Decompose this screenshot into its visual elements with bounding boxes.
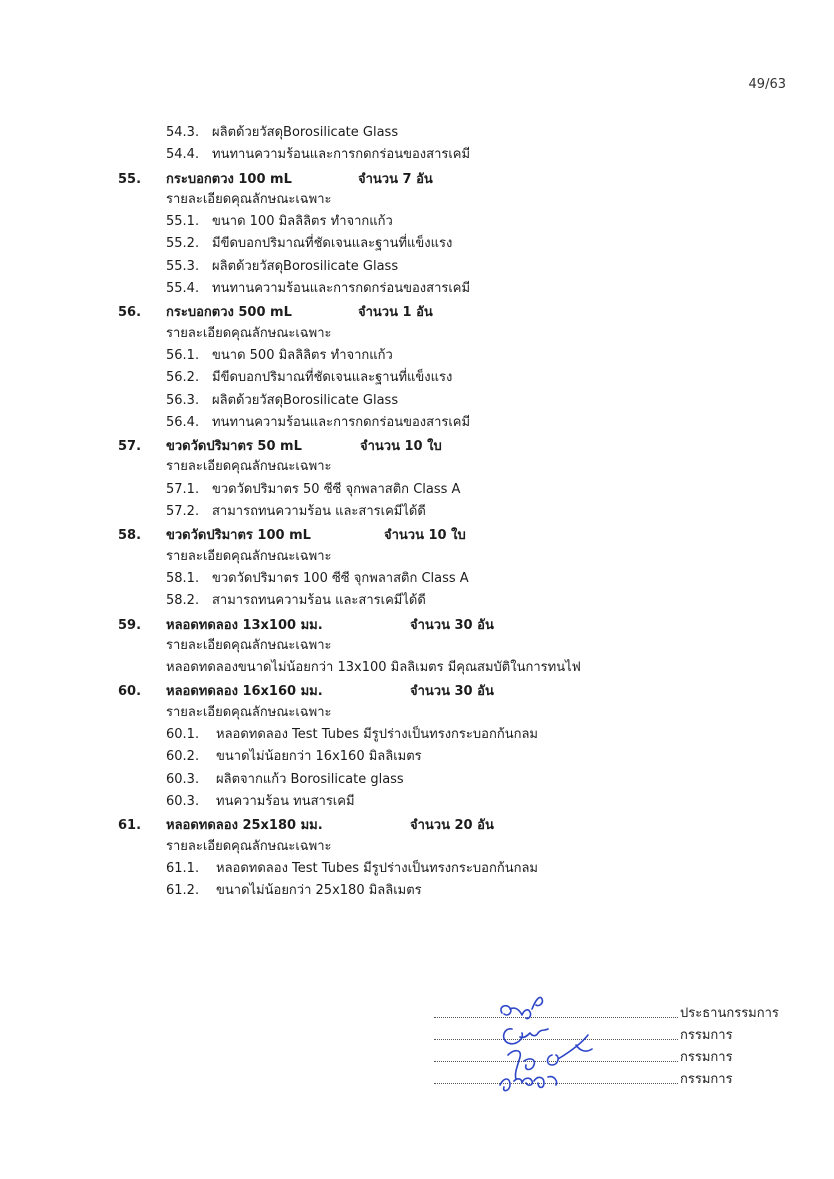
spec-number: 61.1. <box>166 860 200 876</box>
spec-number: 60.3. <box>166 793 200 809</box>
page-number: 49/63 <box>748 77 786 92</box>
spec-heading-line <box>0 546 834 568</box>
spec-line <box>0 746 834 768</box>
spec-text: ขนาดไม่น้อยกว่า 16x160 มิลลิเมตร <box>216 749 422 765</box>
spec-text: ทนความร้อน ทนสารเคมี <box>216 793 355 809</box>
spec-heading-line <box>0 456 834 478</box>
spec-line <box>0 345 834 367</box>
item-name: กระบอกตวง 100 mL <box>166 171 292 187</box>
signature-2 <box>504 1029 548 1044</box>
spec-title: รายละเอียดคุณลักษณะเฉพาะ <box>166 704 332 720</box>
spec-line <box>0 501 834 523</box>
spec-text: ขนาด 100 มิลลิลิตร ทำจากแก้ว <box>212 214 393 230</box>
spec-text: ขนาดไม่น้อยกว่า 25x180 มิลลิเมตร <box>216 883 422 899</box>
item-heading <box>0 434 834 456</box>
spec-number: 54.3. <box>166 125 200 140</box>
signature-role: กรรมการ <box>680 1072 733 1087</box>
item-number: 55. <box>118 171 142 187</box>
spec-text: มีขีดบอกปริมาณที่ชัดเจนและฐานที่แข็งแรง <box>212 370 453 386</box>
spec-number: 57.2. <box>166 504 200 520</box>
spec-number: 56.2. <box>166 370 200 386</box>
item-number: 57. <box>118 439 142 455</box>
spec-line <box>0 144 834 166</box>
item-number: 59. <box>118 617 142 633</box>
item-name: หลอดทดลอง 13x100 มม. <box>166 617 323 633</box>
signature-role: กรรมการ <box>680 1028 733 1043</box>
item-quantity: จำนวน 20 อัน <box>410 818 494 834</box>
item-name: ขวดวัดปริมาตร 100 mL <box>166 528 311 544</box>
spec-number: 55.4. <box>166 281 200 297</box>
spec-text: หลอดทดลอง Test Tubes มีรูปร่างเป็นทรงกระบอกก้นกลม <box>216 860 538 876</box>
item-name: กระบอกตวง 500 mL <box>166 305 292 321</box>
item-heading <box>0 167 834 189</box>
spec-line <box>0 791 834 813</box>
spec-heading-line <box>0 323 834 345</box>
spec-heading-line <box>0 189 834 211</box>
spec-text: มีขีดบอกปริมาณที่ชัดเจนและฐานที่แข็งแรง <box>212 236 453 252</box>
spec-number: 55.1. <box>166 214 200 230</box>
specification-list <box>0 122 834 902</box>
spec-heading-line <box>0 836 834 858</box>
spec-number: 60.3. <box>166 771 200 787</box>
item-quantity: จำนวน 10 ใบ <box>384 528 466 544</box>
spec-text: ผลิตด้วยวัสดุBorosilicate Glass <box>212 258 399 274</box>
handwritten-signatures <box>480 985 650 1100</box>
spec-line <box>0 256 834 278</box>
spec-number: 60.2. <box>166 749 200 765</box>
item-heading <box>0 523 834 545</box>
spec-line <box>0 880 834 902</box>
signature-ink <box>500 997 592 1090</box>
spec-text: ผลิตจากแก้ว Borosilicate glass <box>216 771 404 787</box>
spec-text: ผลิตด้วยวัสดุBorosilicate Glass <box>212 125 399 140</box>
spec-title: รายละเอียดคุณลักษณะเฉพาะ <box>166 191 332 207</box>
spec-line <box>0 568 834 590</box>
item-quantity: จำนวน 1 อัน <box>358 305 433 321</box>
spec-title: รายละเอียดคุณลักษณะเฉพาะ <box>166 548 332 564</box>
spec-line <box>0 390 834 412</box>
item-number: 60. <box>118 684 142 700</box>
spec-line <box>0 278 834 300</box>
spec-line <box>0 479 834 501</box>
item-number: 56. <box>118 305 142 321</box>
item-name: หลอดทดลอง 16x160 มม. <box>166 684 323 700</box>
spec-line <box>0 858 834 880</box>
spec-title: รายละเอียดคุณลักษณะเฉพาะ <box>166 637 332 653</box>
item-quantity: จำนวน 30 อัน <box>410 617 494 633</box>
spec-text: ขนาด 500 มิลลิลิตร ทำจากแก้ว <box>212 347 393 363</box>
spec-text: สามารถทนความร้อน และสารเคมีได้ดี <box>212 504 426 520</box>
spec-number: 55.3. <box>166 258 200 274</box>
spec-free-text: หลอดทดลองขนาดไม่น้อยกว่า 13x100 มิลลิเมตร มีคุณสมบัติในการทนไฟ <box>166 660 581 676</box>
signature-3 <box>508 1035 592 1079</box>
spec-line <box>0 233 834 255</box>
item-name: ขวดวัดปริมาตร 50 mL <box>166 439 302 455</box>
spec-number: 61.2. <box>166 883 200 899</box>
spec-number: 57.1. <box>166 481 200 497</box>
spec-free-line <box>0 657 834 679</box>
item-heading <box>0 613 834 635</box>
spec-text: ขวดวัดปริมาตร 50 ซีซี จุกพลาสติก Class A <box>212 481 461 497</box>
item-quantity: จำนวน 30 อัน <box>410 684 494 700</box>
spec-line <box>0 122 834 144</box>
spec-text: ทนทานความร้อนและการกดกร่อนของสารเคมี <box>212 281 471 297</box>
item-heading <box>0 679 834 701</box>
spec-text: หลอดทดลอง Test Tubes มีรูปร่างเป็นทรงกระบอกก้นกลม <box>216 727 538 743</box>
item-number: 58. <box>118 528 142 544</box>
item-name: หลอดทดลอง 25x180 มม. <box>166 818 323 834</box>
signature-role: กรรมการ <box>680 1050 733 1065</box>
spec-line <box>0 724 834 746</box>
spec-line <box>0 211 834 233</box>
spec-line <box>0 769 834 791</box>
signature-4 <box>500 1077 557 1091</box>
spec-heading-line <box>0 635 834 657</box>
spec-heading-line <box>0 702 834 724</box>
signature-1 <box>501 997 542 1018</box>
spec-text: ขวดวัดปริมาตร 100 ซีซี จุกพลาสติก Class A <box>212 570 469 586</box>
spec-text: ผลิตด้วยวัสดุBorosilicate Glass <box>212 392 399 408</box>
item-heading <box>0 813 834 835</box>
item-number: 61. <box>118 818 142 834</box>
spec-title: รายละเอียดคุณลักษณะเฉพาะ <box>166 838 332 854</box>
spec-title: รายละเอียดคุณลักษณะเฉพาะ <box>166 325 332 341</box>
spec-line <box>0 590 834 612</box>
spec-number: 58.1. <box>166 570 200 586</box>
spec-title: รายละเอียดคุณลักษณะเฉพาะ <box>166 459 332 475</box>
spec-line <box>0 367 834 389</box>
spec-number: 56.4. <box>166 414 200 430</box>
spec-number: 56.3. <box>166 392 200 408</box>
spec-text: ทนทานความร้อนและการกดกร่อนของสารเคมี <box>212 147 471 163</box>
item-quantity: จำนวน 10 ใบ <box>360 439 442 455</box>
spec-text: ทนทานความร้อนและการกดกร่อนของสารเคมี <box>212 414 471 430</box>
item-quantity: จำนวน 7 อัน <box>358 171 433 187</box>
spec-text: สามารถทนความร้อน และสารเคมีได้ดี <box>212 593 426 609</box>
spec-number: 60.1. <box>166 727 200 743</box>
spec-number: 56.1. <box>166 347 200 363</box>
signature-role: ประธานกรรมการ <box>680 1006 779 1021</box>
spec-number: 58.2. <box>166 593 200 609</box>
spec-number: 54.4. <box>166 147 200 163</box>
item-heading <box>0 300 834 322</box>
spec-line <box>0 412 834 434</box>
spec-number: 55.2. <box>166 236 200 252</box>
